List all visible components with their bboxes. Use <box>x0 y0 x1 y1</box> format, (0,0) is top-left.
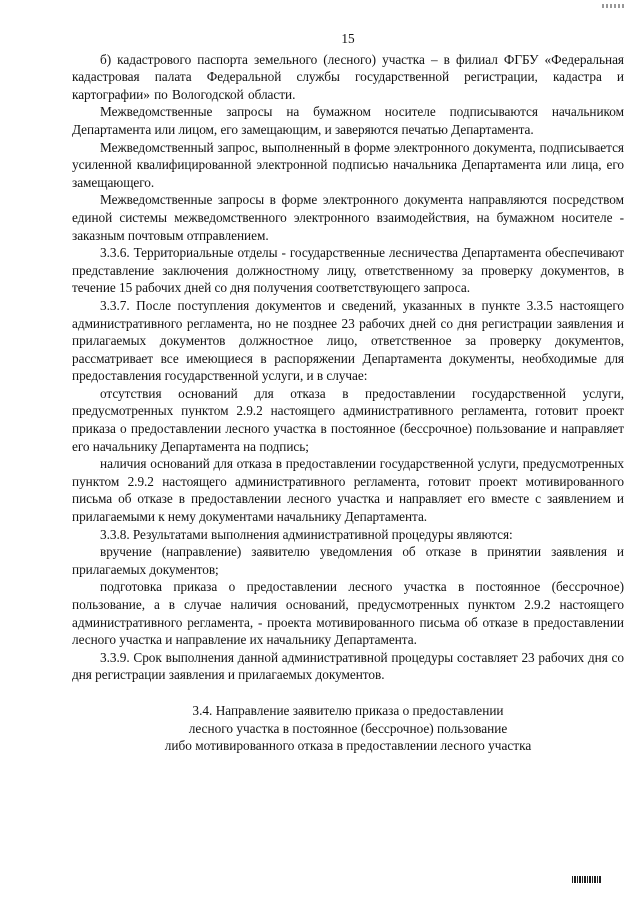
section-heading-3-4 <box>72 702 624 755</box>
section-heading-line-1: 3.4. Направление заявителю приказа о предоставлении <box>192 702 504 718</box>
scan-corner-mark <box>602 4 626 8</box>
paragraph-3-3-7: 3.3.7. После поступления документов и сведений, указанных в пункте 3.3.5 настоящего административного регламента, но не позднее 23 рабочих дней со дня регистрации заявления и прилагаемых документов должностное лицо, ответственное за проверку документов, рассматривает все имеющиеся в распоряжении Департамента документы, необходимые для предоставления государственной услуги, и в случае: <box>72 297 624 384</box>
section-heading-line-2: лесного участка в постоянное (бессрочное) пользование <box>188 720 508 736</box>
paragraph-grounds-for-refusal: наличия оснований для отказа в предоставлении государственной услуги, предусмотренных пунктом 2.9.2 настоящего административного регламента, готовит проект мотивированного письма об отказе в предоставлении лесного участка и направляет его вместе с заявлением и прилагаемыми к нему документами начальнику Департамента. <box>72 456 624 525</box>
paragraph-3-3-9: 3.3.9. Срок выполнения данной административной процедуры составляет 23 рабочих дня со дня регистрации заявления и прилагаемых документов. <box>72 649 624 683</box>
scan-barcode-mark <box>572 876 602 883</box>
page-number: 15 <box>341 31 355 46</box>
paragraph-electronic-request-delivery: Межведомственные запросы в форме электронного документа направляются посредством единой системы межведомственного электронного взаимодействия, на бумажном носителе - заказным почтовым отправлением. <box>72 192 624 243</box>
paragraph-3-3-8: 3.3.8. Результатами выполнения административной процедуры являются: <box>100 526 513 542</box>
paragraph-paper-requests: Межведомственные запросы на бумажном носителе подписываются начальником Департамента или лицом, его замещающим, и заверяются печатью Департамента. <box>72 104 624 137</box>
document-page <box>72 30 624 755</box>
paragraph-3-3-6: 3.3.6. Территориальные отделы - государственные лесничества Департамента обеспечивают представление заключения должностному лицу, ответственному за проверку документов, в течение 15 рабочих дней со дня получения соответствующего запроса. <box>72 245 624 296</box>
paragraph-order-preparation: подготовка приказа о предоставлении лесного участка в постоянное (бессрочное) пользование, а в случае наличия оснований, предусмотренных пунктом 2.9.2 настоящего административного регламента, - проекта мотивированного письма об отказе в предоставлении лесного участка и направление их начальнику Департамента. <box>72 579 624 648</box>
paragraph-no-grounds-for-refusal: отсутствия оснований для отказа в предоставлении государственной услуги, предусмотренных пунктом 2.9.2 настоящего административного регламента, готовит проект приказа о предоставлении лесного участка в постоянное (бессрочное) пользование и направляет его начальнику Департамента на подпись; <box>72 385 624 454</box>
paragraph-cadastral-passport: б) кадастрового паспорта земельного (лесного) участка – в филиал ФГБУ «Федеральная кадастровая палата Федеральной службы государственной регистрации, кадастра и картографии» по Вологодской области. <box>72 51 624 102</box>
paragraph-refusal-notice: вручение (направление) заявителю уведомления об отказе в принятии заявления и прилагаемых документов; <box>72 544 624 577</box>
paragraph-electronic-request-signature: Межведомственный запрос, выполненный в форме электронного документа, подписывается усиленной квалифицированной электронной подписью начальника Департамента или лица, его замещающего. <box>72 139 624 190</box>
section-heading-line-3: либо мотивированного отказа в предоставлении лесного участка <box>164 738 532 754</box>
